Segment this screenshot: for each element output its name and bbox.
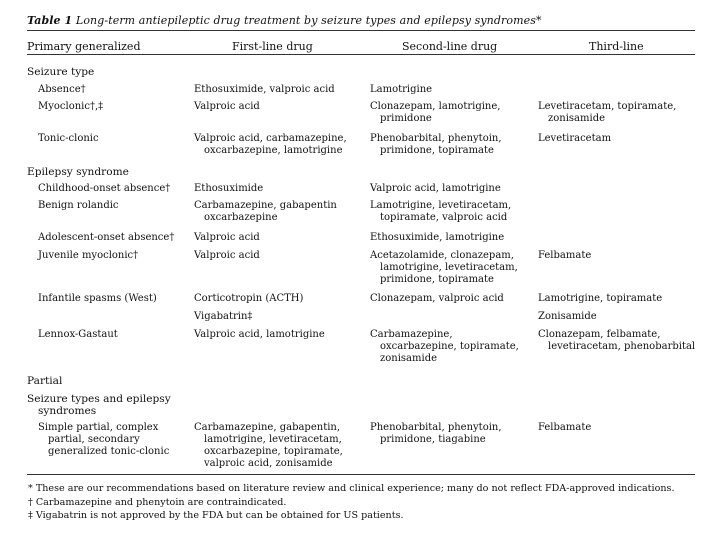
first-line-cell: Ethosuximide, valproic acid [194,84,335,95]
section-heading: Epilepsy syndrome [27,166,129,178]
first-line-cell: Corticotropin (ACTH) [194,293,304,304]
third-line-cell: Zonisamide [538,311,597,322]
second-line-cell: primidone, tiagabine [380,434,486,445]
first-line-cell: Valproic acid, lamotrigine [194,329,325,340]
row-label: Juvenile myoclonic† [38,250,139,261]
first-line-cell: valproic acid, zonisamide [204,458,333,469]
row-label: Benign rolandic [38,200,119,211]
first-line-cell: oxcarbazepine [204,212,278,223]
second-line-cell: Acetazolamide, clonazepam, [370,250,514,261]
header-rule [27,54,695,55]
row-label: Simple partial, complex [38,422,159,433]
footnotes [28,482,675,523]
first-line-cell: Carbamazepine, gabapentin, [194,422,341,433]
column-header-second-line: Second-line drug [402,40,498,53]
second-line-cell: oxcarbazepine, topiramate, [380,341,519,352]
first-line-cell: lamotrigine, levetiracetam, [204,434,342,445]
third-line-cell: Levetiracetam [538,133,612,144]
second-line-cell: primidone, topiramate [380,145,494,156]
third-line-cell: Lamotrigine, topiramate [538,293,663,304]
third-line-cell: zonisamide [548,113,606,124]
first-line-cell: Valproic acid [194,232,260,243]
second-line-cell: zonisamide [380,353,438,364]
bottom-rule [27,474,695,475]
first-line-cell: Vigabatrin‡ [194,311,253,322]
row-label: Adolescent-onset absence† [38,232,175,243]
second-line-cell: primidone [380,113,432,124]
row-label: Tonic-clonic [38,133,99,144]
column-header-category: Primary generalized [27,40,141,53]
third-line-cell: Felbamate [538,422,592,433]
third-line-cell: Levetiracetam, topiramate, [538,101,677,112]
second-line-cell: Valproic acid, lamotrigine [370,183,501,194]
second-line-cell: lamotrigine, levetiracetam, [380,262,518,273]
table-caption [27,14,542,27]
third-line-cell: Clonazepam, felbamate, [538,329,661,340]
second-line-cell: Lamotrigine, levetiracetam, [370,200,512,211]
row-label: Infantile spasms (West) [38,293,157,304]
second-line-cell: Carbamazepine, [370,329,453,340]
column-header-third-line: Third-line [589,40,644,53]
row-label: Lennox-Gastaut [38,329,118,340]
footnote: † Carbamazepine and phenytoin are contraindicated. [28,496,287,508]
row-label: generalized tonic-clonic [48,446,170,457]
third-line-cell: Felbamate [538,250,592,261]
second-line-cell: Clonazepam, lamotrigine, [370,101,501,112]
section-heading: Seizure type [27,66,95,78]
second-line-cell: Phenobarbital, phenytoin, [370,422,502,433]
column-header-first-line: First-line drug [232,40,313,53]
row-label: Childhood-onset absence† [38,183,171,194]
first-line-cell: Valproic acid, carbamazepine, [194,133,347,144]
row-label: Myoclonic†,‡ [38,101,104,112]
first-line-cell: oxcarbazepine, topiramate, [204,446,343,457]
second-line-cell: primidone, topiramate [380,274,494,285]
second-line-cell: Phenobarbital, phenytoin, [370,133,502,144]
first-line-cell: oxcarbazepine, lamotrigine [204,145,343,156]
table-title: Long-term antiepileptic drug treatment by seizure types and epilepsy syndromes* [75,14,542,27]
row-label: partial, secondary [48,434,140,445]
second-line-cell: Clonazepam, valproic acid [370,293,504,304]
first-line-cell: Carbamazepine, gabapentin [194,200,337,211]
second-line-cell: topiramate, valproic acid [380,212,508,223]
section-heading: Partial [27,375,63,387]
row-label: Absence† [38,84,86,95]
top-rule [27,30,695,31]
first-line-cell: Ethosuximide [194,183,264,194]
third-line-cell: levetiracetam, phenobarbital [548,341,696,352]
section-heading: Seizure types and epilepsy [27,393,171,405]
table-label: Table 1 [27,14,73,27]
section-heading: syndromes [38,405,97,417]
second-line-cell: Lamotrigine [370,84,433,95]
first-line-cell: Valproic acid [194,250,260,261]
footnote: ‡ Vigabatrin is not approved by the FDA but can be obtained for US patients. [28,510,404,521]
footnote: * These are our recommendations based on literature review and clinical experience; many do not reflect FDA-approved indications. [28,483,675,494]
second-line-cell: Ethosuximide, lamotrigine [370,232,505,243]
first-line-cell: Valproic acid [194,101,260,112]
